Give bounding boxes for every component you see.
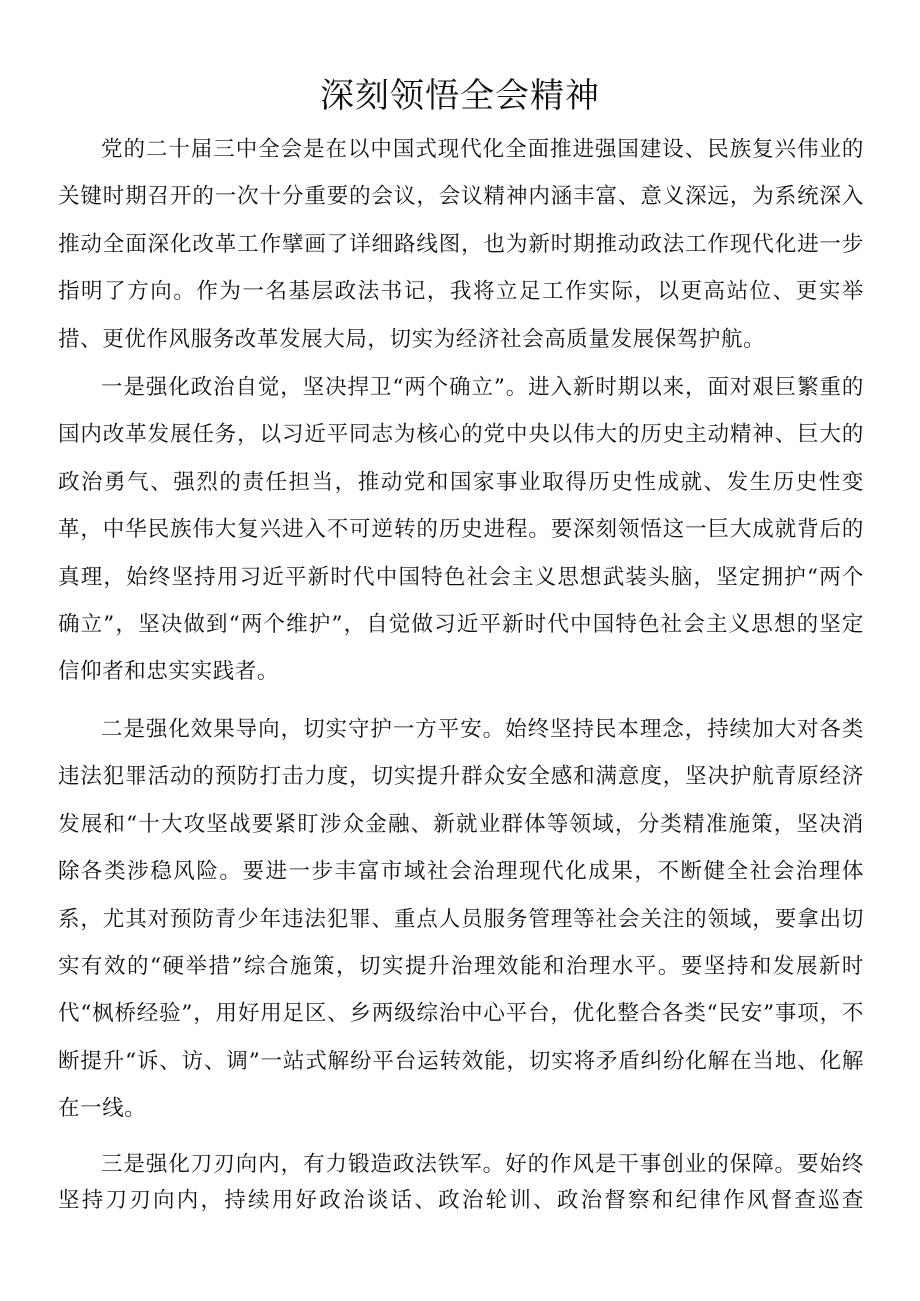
paragraph-point-three: 三是强化刀刃向内，有力锻造政法铁军。好的作风是干事创业的保障。要始终坚持刀刃向内，持续用好政治谈话、政治轮训、政治督察和纪律作风督查巡查 (58, 1152, 864, 1213)
paragraph-point-one: 一是强化政治自觉，坚决捍卫“两个确立”。进入新时期以来，面对艰巨繁重的国内改革发展任务，以习近平同志为核心的党中央以伟大的历史主动精神、巨大的政治勇气、强烈的责任担当，推动党和国家事业取得历史性成就、发生历史性变革，中华民族伟大复兴进入不可逆转的历史进程。要深刻领悟这一巨大成就背后的真理，始终坚持用习近平新时代中国特色社会主义思想武装头脑，坚定拥护“两个确立”，坚决做到“两个维护”，自觉做习近平新时代中国特色社会主义思想的坚定信仰者和忠实实践者。 (58, 375, 864, 685)
document-title: 深刻领悟全会精神 (320, 76, 600, 116)
paragraph-point-two: 二是强化效果导向，切实守护一方平安。始终坚持民本理念，持续加大对各类违法犯罪活动的预防打击力度，切实提升群众安全感和满意度，坚决护航青原经济发展和“十大攻坚战要紧盯涉众金融、新就业群体等领域，分类精准施策，坚决消除各类涉稳风险。要进一步丰富市域社会治理现代化成果，不断健全社会治理体系，尤其对预防青少年违法犯罪、重点人员服务管理等社会关注的领域，要拿出切实有效的“硬举措”综合施策，切实提升治理效能和治理水平。要坚持和发展新时代“枫桥经验”，用好用足区、乡两级综治中心平台，优化整合各类“民安”事项，不断提升“诉、访、调”一站式解纷平台运转效能，切实将矛盾纠纷化解在当地、化解在一线。 (58, 717, 864, 1122)
paragraph-intro: 党的二十届三中全会是在以中国式现代化全面推进强国建设、民族复兴伟业的关键时期召开的一次十分重要的会议，会议精神内涵丰富、意义深远，为系统深入推动全面深化改革工作擘画了详细路线图，也为新时期推动政法工作现代化进一步指明了方向。作为一名基层政法书记，我将立足工作实际，以更高站位、更实举措、更优作风服务改革发展大局，切实为经济社会高质量发展保驾护航。 (58, 137, 864, 352)
